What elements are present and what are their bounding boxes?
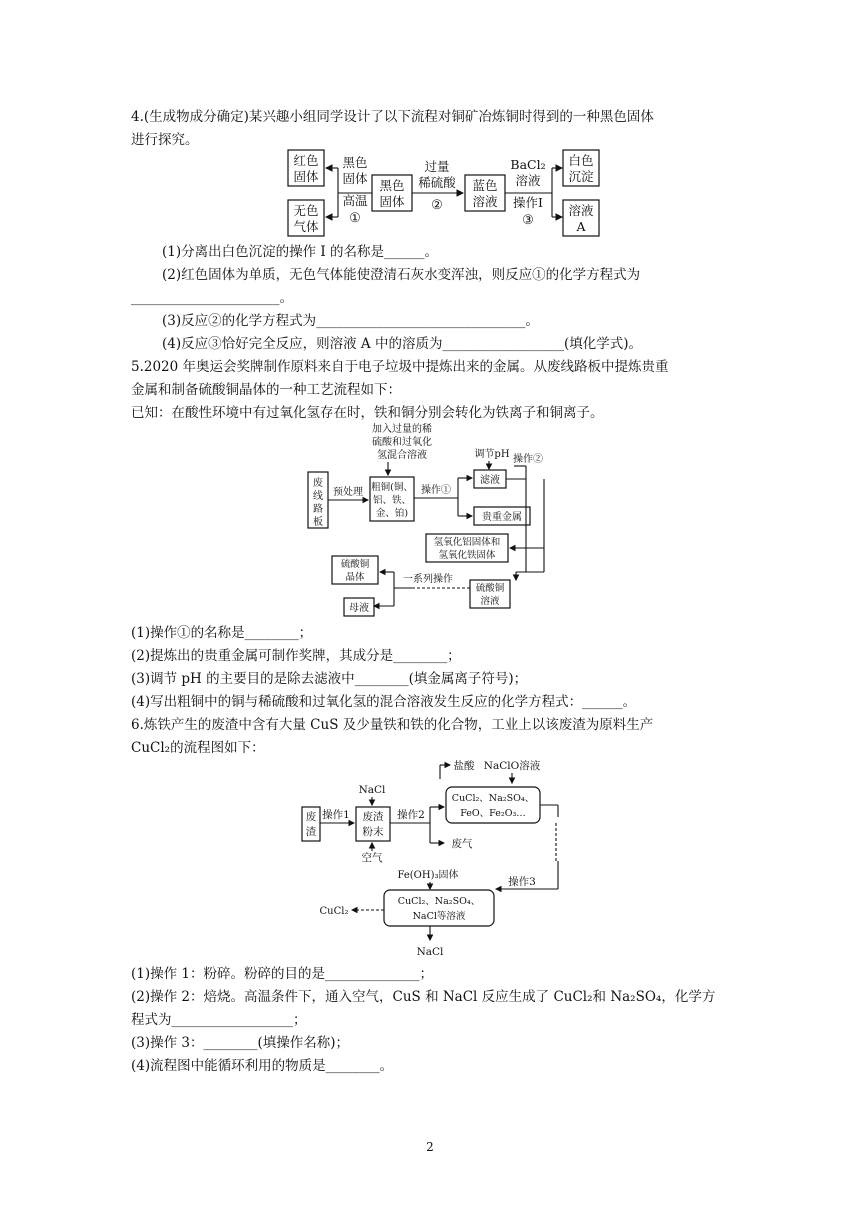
- op2-label-q6: 操作2: [397, 809, 425, 821]
- blue-solution-label-1: 蓝色: [472, 178, 498, 193]
- q5-sub1: (1)操作①的名称是________；: [131, 625, 313, 641]
- slag-powder-label-1: 废渣: [362, 811, 384, 823]
- step1-label-4: ①: [349, 211, 361, 226]
- solution-a-label-2: A: [576, 219, 586, 234]
- q4-stem-line1: 4.(生成物成分确定)某兴趣小组同学设计了以下流程对铜矿冶炼铜时得到的一种黑色固体: [131, 109, 654, 125]
- q5-sub3: (3)调节 pH 的主要目的是除去滤液中________(填金属离子符号)；: [131, 671, 528, 687]
- white-ppt-label-2: 沉淀: [568, 169, 594, 184]
- q4-flow-diagram: [280, 147, 600, 240]
- q6-sub3: (3)操作 3：________(填操作名称)；: [131, 1035, 350, 1051]
- series-ops-label: 一系列操作: [403, 574, 453, 585]
- cuso4-crystal-label-1: 硫酸铜: [340, 559, 370, 570]
- reagent-label-1: 加入过量的稀: [372, 424, 432, 435]
- step3-label-3: 操作Ⅰ: [513, 195, 543, 210]
- q4-sub4: (4)反应③恰好完全反应，则溶液 A 中的溶质为__________________(填化学式)。: [162, 336, 642, 352]
- black-solid-label-2: 固体: [379, 194, 405, 209]
- q6-flow-diagram: [300, 757, 580, 962]
- red-solid-label-2: 固体: [293, 169, 319, 184]
- solution-a-label-1: 溶液: [568, 203, 594, 218]
- colorless-gas-label-1: 无色: [293, 203, 319, 218]
- cuso4-solution-label-2: 溶液: [480, 596, 500, 607]
- op2-label: 操作②: [513, 454, 543, 465]
- q6-sub1: (1)操作 1：粉碎。粉碎的目的是______________；: [131, 966, 434, 982]
- waste-board-label-2: 线: [313, 491, 323, 502]
- waste-board-label-4: 板: [313, 517, 323, 528]
- q6-sub2-line1: (2)操作 2：焙烧。高温条件下，通入空气，CuS 和 NaCl 反应生成了 CuCl₂和 Na₂SO₄，化学方: [131, 989, 716, 1005]
- q4-sub1: (1)分离出白色沉淀的操作 I 的名称是______。: [162, 244, 439, 260]
- step3-label-2: 溶液: [515, 173, 541, 188]
- q6-stem-line1: 6.炼铁产生的废渣中含有大量 CuS 及少量铁和铁的化合物，工业上以该废渣为原料生产: [131, 717, 654, 733]
- black-solid-label-1: 黑色: [379, 178, 405, 193]
- q5-sub2: (2)提炼出的贵重金属可制作奖牌，其成分是________；: [131, 648, 461, 664]
- q4-sub2-line1: (2)红色固体为单质，无色气体能使澄清石灰水变浑浊，则反应①的化学方程式为: [162, 267, 641, 283]
- cuso4-solution-label-1: 硫酸铜: [475, 583, 505, 594]
- q5-known: 已知：在酸性环境中有过氧化氢存在时，铁和铜分别会转化为铁离子和铜离子。: [131, 405, 604, 421]
- q5-stem-line2: 金属和制备硫酸铜晶体的一种工艺流程如下：: [131, 382, 401, 398]
- mother-liquor-label: 母液: [349, 603, 369, 614]
- waste-slag-label-2: 渣: [305, 826, 317, 838]
- step1-label-3: 高温: [342, 193, 368, 208]
- cucl2-out-label: CuCl₂: [319, 906, 349, 917]
- white-ppt-label-1: 白色: [568, 153, 594, 168]
- q4-sub2-line2: ______________________。: [131, 290, 293, 306]
- mixture-label-2: FeO、Fe₂O₃…: [460, 808, 526, 819]
- crude-copper-label-2: 铝、铁、: [372, 495, 412, 506]
- hydroxides-label-1: 氢氧化铝固体和: [433, 537, 501, 548]
- reagent-label-3: 氢混合溶液: [377, 450, 427, 461]
- mixture-label-1: CuCl₂、Na₂SO₄、: [451, 793, 535, 804]
- precious-metal-label: 贵重金属: [482, 512, 522, 523]
- solution-label-2: NaCl等溶液: [412, 911, 466, 922]
- naclo-label: NaClO溶液: [483, 760, 541, 772]
- nacl-in-label: NaCl: [358, 784, 386, 796]
- q4-stem-line2: 进行探究。: [131, 132, 199, 148]
- solution-label-1: CuCl₂、Na₂SO₄、: [397, 896, 481, 907]
- step2-label-1: 过量: [424, 159, 450, 174]
- crude-copper-label-1: 粗铜(铜、: [371, 482, 413, 493]
- exhaust-label: 废气: [451, 838, 473, 850]
- crude-copper-label-3: 金、铂): [375, 508, 409, 519]
- nacl-out-label: NaCl: [416, 946, 444, 958]
- q4-sub3: (3)反应②的化学方程式为_______________________________。: [162, 313, 539, 329]
- pretreat-label: 预处理: [333, 487, 363, 498]
- step1-label-1: 黑色: [342, 155, 368, 170]
- hcl-label: 盐酸: [453, 760, 475, 772]
- red-solid-label-1: 红色: [293, 153, 319, 168]
- op1-label: 操作①: [421, 485, 451, 496]
- op3-label-q6: 操作3: [508, 876, 536, 888]
- feoh3-label: Fe(OH)₃固体: [397, 870, 459, 881]
- step2-label-3: ②: [431, 198, 443, 213]
- step1-label-2: 固体: [342, 171, 368, 186]
- air-label: 空气: [361, 852, 383, 864]
- waste-board-label-3: 路: [313, 504, 323, 515]
- reagent-label-2: 硫酸和过氧化: [372, 437, 432, 448]
- step3-label-1: BaCl₂: [510, 157, 546, 172]
- q5-stem-line1: 5.2020 年奥运会奖牌制作原料来自于电子垃圾中提炼出来的金属。从废线路板中提炼贵重: [131, 359, 669, 375]
- page-number: 2: [426, 1140, 434, 1154]
- q6-sub4: (4)流程图中能循环利用的物质是________。: [131, 1058, 394, 1074]
- waste-board-label-1: 废: [313, 478, 323, 489]
- blue-solution-label-2: 溶液: [472, 194, 498, 209]
- filtrate-label: 滤液: [480, 475, 500, 486]
- q5-flow-diagram: [304, 420, 564, 618]
- op1-label-q6: 操作1: [322, 809, 350, 821]
- hydroxides-label-2: 氢氧化铁固体: [438, 550, 496, 561]
- q6-stem-line2: CuCl₂的流程图如下：: [131, 740, 265, 756]
- cuso4-crystal-label-2: 晶体: [345, 572, 365, 583]
- slag-powder-label-2: 粉末: [362, 826, 384, 838]
- q5-sub4: (4)写出粗铜中的铜与稀硫酸和过氧化氢的混合溶液发生反应的化学方程式：______。: [131, 694, 637, 710]
- waste-slag-label-1: 废: [305, 811, 317, 823]
- colorless-gas-label-2: 气体: [293, 219, 319, 234]
- step3-label-4: ③: [522, 213, 534, 228]
- adjust-ph-label: 调节pH: [474, 449, 510, 460]
- q6-sub2-line2: 程式为__________________；: [131, 1012, 307, 1028]
- step2-label-2: 稀硫酸: [418, 175, 456, 190]
